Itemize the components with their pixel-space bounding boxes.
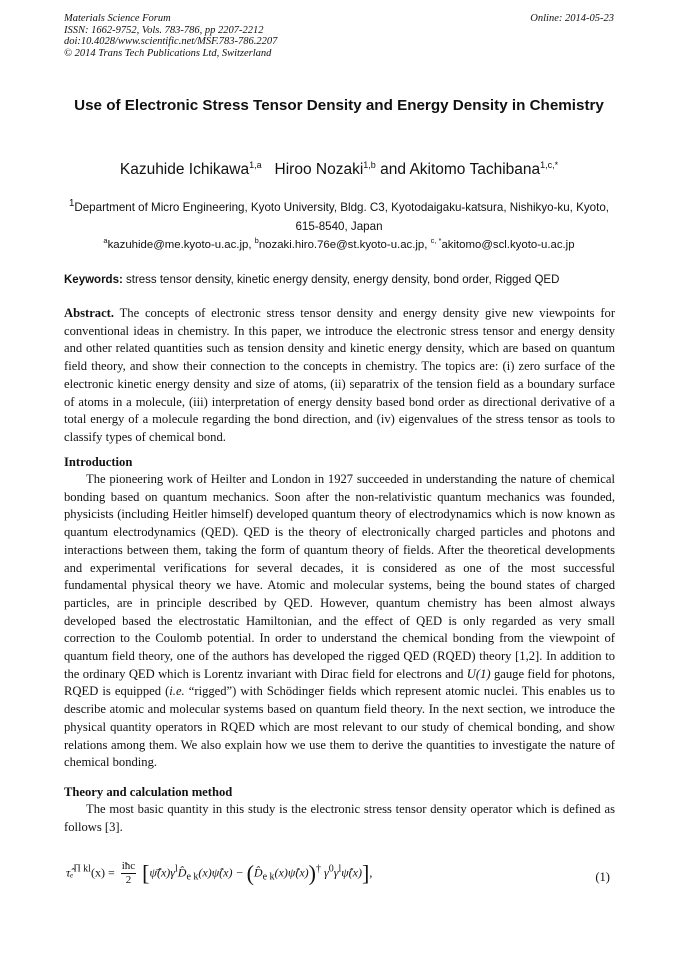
eq-term: (x)ψ̂(x) [274,865,309,880]
eq-paren: ) [308,860,316,886]
email-address[interactable]: nozaki.hiro.76e@st.kyoto-u.ac.jp, [258,238,428,251]
eq-den: 2 [125,874,132,886]
email-address[interactable]: kazuhide@me.kyoto-u.ac.jp, [107,238,252,251]
eq-lhs-sup: Π kl [73,863,91,875]
email-address[interactable]: akitomo@scl.kyoto-u.ac.jp [441,238,575,251]
author-affil-sup: 1,c,* [540,160,559,170]
online-date: Online: 2014-05-23 [530,13,614,24]
keywords-label: Keywords: [64,274,123,286]
author-name: Hiroo Nozaki [274,161,364,179]
eq-sup: l [338,863,342,875]
email-sup: c, * [430,236,442,245]
eq-term: (x)ψ̂(x) − [198,865,244,880]
author-conjunction: and [380,161,406,179]
intro-italic: i.e. [169,684,185,699]
intro-italic: U(1) [466,666,491,681]
introduction-text [64,471,615,772]
eq-num: iħc [121,860,136,872]
intro-part: gauge field for photons, RQED is equipped ( [64,666,615,699]
doi-line: doi:10.4028/www.scientific.net/MSF.783-786.2207 [64,36,278,48]
eq-bracket: ] [362,860,370,886]
eq-bracket: [ [142,860,150,886]
email-sup: a [103,236,108,245]
eq-paren: ( [246,860,254,886]
affiliation [64,194,614,236]
author-affil-sup: 1,b [363,160,376,170]
equation-number: (1) [595,870,610,884]
affiliation-sup: 1 [68,198,75,209]
eq-fraction [121,860,136,887]
eq-term: D̂ [253,865,263,880]
affiliation-text: Department of Micro Engineering, Kyoto University, Bldg. C3, Kyotodaigaku-katsura, Nishikyo-ku, Kyoto, 615-8540, Japan [74,200,609,233]
copyright-line: © 2014 Trans Tech Publications Ltd, Switzerland [64,47,272,59]
journal-name: Materials Science Forum [64,13,171,24]
theory-text: The most basic quantity in this study is the electronic stress tensor density operator which is defined as follows [3]. [64,802,615,834]
keywords-text: stress tensor density, kinetic energy density, energy density, bond order, Rigged QED [126,274,560,286]
equation-body [66,860,372,887]
keywords [64,274,616,286]
eq-sup: 0 [328,863,334,875]
eq-dagger: † [315,863,321,875]
intro-part: The pioneering work of Heilter and London in 1927 succeeded in understanding the nature of chemical bonding based on quantum mechanics. Soon after the non-relativistic quantum mechanics was founded, physicists (including Heitler himself) developed quantum theory of electrodynamics which is now known as quantum electrodynamics (QED). QED is the theory of electronically charged particles and photons and interactions between them, taking the form of quantum theory of fields. After the theoretical developments and experimental verifications for several decades, it is considered as one of the most successful fundamental physical theory we have. Atomic and molecular systems, being the bound states of charged particles, are in principle described by QED. However, quantum chemistry has been almost always developed based the electrostatic Hamiltonian, and the effect of QED is only regarded as very small correction to the Coulomb potential. In order to understand the chemical bonding from the viewpoint of quantum field theory, one of the authors has developed the rigged QED (RQED) theory [1,2]. In addition to the ordinary QED which is Lorentz invariant with Dirac field for electrons and [64,472,615,681]
eq-term: γ [333,865,339,880]
eq-lhs: τ̂ₑ [66,865,74,880]
author-list [64,160,614,179]
author-name: Kazuhide Ichikawa [119,161,250,179]
eq-sup: l [175,863,178,875]
equation-1 [66,852,610,892]
eq-term: D̂ [177,865,187,880]
author-name: Akitomo Tachibana [409,161,541,179]
eq-term: γ [323,865,329,880]
author-affil-sup: 1,a [249,160,262,170]
issn-line: ISSN: 1662-9752, Vols. 783-786, pp 2207-2212 [64,24,264,36]
email-list [64,236,614,251]
introduction-heading: Introduction [64,455,133,469]
abstract-label: Abstract. [64,306,115,320]
eq-tail: , [369,865,373,880]
eq-term: ψ̂(x) [341,865,362,880]
journal-header [64,13,624,59]
theory-heading: Theory and calculation method [64,785,233,799]
intro-part: “rigged”) with Schödinger fields which represent atomic nuclei. This enables us to describe atomic and molecular systems based on quantum field theory. In the next section, we introduce the physical quantity operators in RQED which are most relevant to our study of chemical bonding, and show relations among them. We also explain how we use them to derive the quantities to investigate the nature of chemical bonding. [64,684,616,770]
eq-arg: (x) = [90,865,115,880]
eq-sub: e k [262,871,275,883]
abstract-text: The concepts of electronic stress tensor density and energy density give new viewpoints for conventional ideas in chemistry. In this paper, we introduce the electronic stress tensor and energy density and other related quantities such as tension density and kinetic energy density, which are based on quantum field theory, and show their connection to the concepts in chemistry. The topics are: (i) zero surface of the electronic kinetic energy density and size of atoms, (ii) separatrix of the tension field as a boundary surface of atoms in a molecule, (iii) interpretation of energy density based bond order as directional derivative of a total energy of a molecule regarding the bond direction, and (iv) eigenvalues of the stress tensor as tools to classify types of chemical bond. [64,306,616,444]
paper-title: Use of Electronic Stress Tensor Density and Energy Density in Chemistry [74,97,604,114]
eq-term: ψ̄̂(x)γ [149,865,175,880]
eq-sub: e k [186,871,199,883]
abstract [64,305,615,447]
email-sup: b [254,236,259,245]
